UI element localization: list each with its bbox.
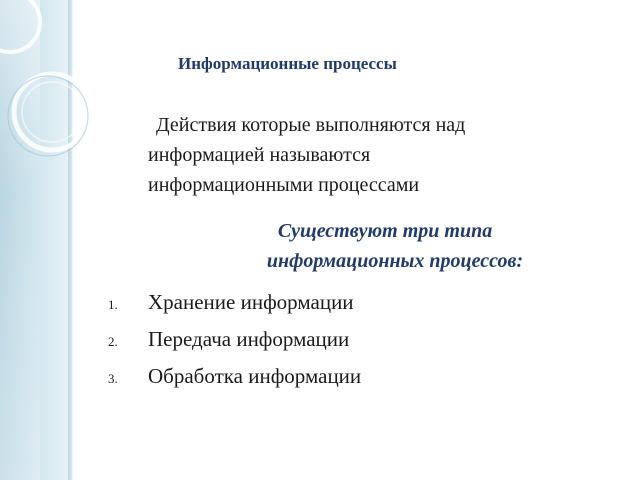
list-item xyxy=(108,327,361,364)
list-item-number: 2. xyxy=(108,334,118,349)
list-item-number: 3. xyxy=(108,371,118,386)
list-item-number: 1. xyxy=(108,297,118,312)
list-item xyxy=(108,364,361,401)
subheading xyxy=(100,216,640,276)
intro-line: информационными процессами xyxy=(148,174,420,196)
intro-paragraph xyxy=(148,110,618,200)
subheading-line: информационных процессов: xyxy=(266,250,524,272)
intro-line: информацией называются xyxy=(148,144,371,166)
intro-line: Действия которые выполняются над xyxy=(156,114,466,136)
list-item xyxy=(108,290,361,327)
process-list xyxy=(108,290,361,401)
decorative-circles-icon xyxy=(0,0,120,200)
list-item-text: Хранение информации xyxy=(148,290,354,314)
list-item-text: Обработка информации xyxy=(148,364,362,388)
page-title: Информационные процессы xyxy=(178,54,397,73)
subheading-line: Существуют три типа xyxy=(277,220,493,242)
list-item-text: Передача информации xyxy=(148,327,350,351)
